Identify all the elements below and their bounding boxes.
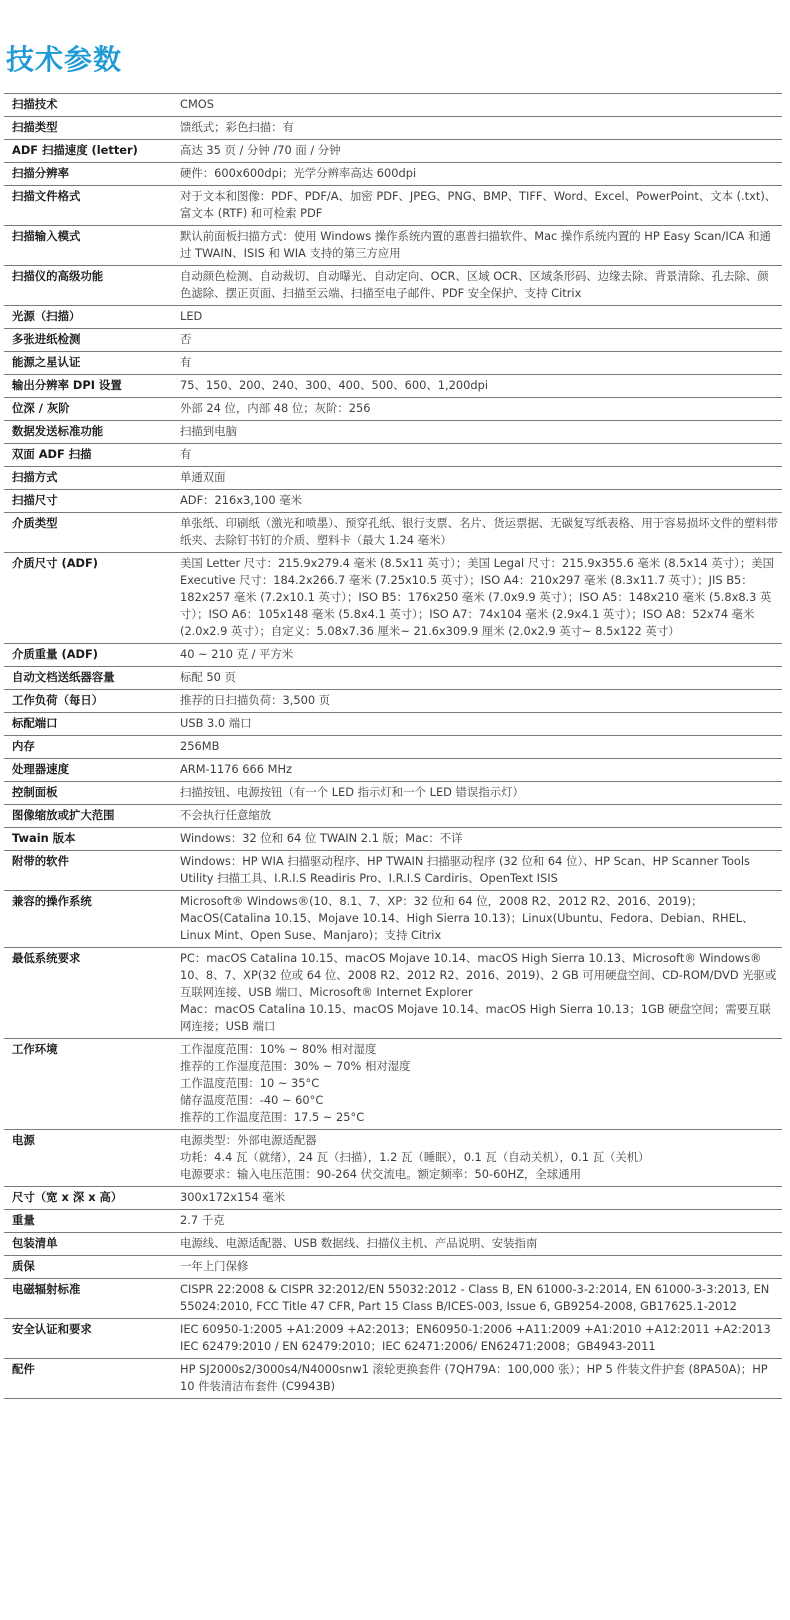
spec-value: 不会执行任意缩放 [172, 805, 782, 828]
spec-label: 扫描类型 [4, 117, 172, 140]
spec-row [4, 828, 782, 851]
spec-row [4, 375, 782, 398]
spec-table-body [4, 94, 782, 1399]
spec-label: 数据发送标准功能 [4, 421, 172, 444]
spec-value: 默认前面板扫描方式：使用 Windows 操作系统内置的惠普扫描软件、Mac 操作系统内置的 HP Easy Scan/ICA 和通过 TWAIN、ISIS 和 WIA 支持的第三方应用 [172, 226, 782, 266]
spec-row [4, 421, 782, 444]
spec-value: 电源类型：外部电源适配器 功耗：4.4 瓦（就绪），24 瓦（扫描），1.2 瓦（睡眠），0.1 瓦（自动关机），0.1 瓦（关机） 电源要求：输入电压范围：90-264 伏交流电。额定频率：50-60HZ，全球通用 [172, 1130, 782, 1187]
spec-value: USB 3.0 端口 [172, 713, 782, 736]
spec-value: Windows：32 位和 64 位 TWAIN 2.1 版；Mac：不详 [172, 828, 782, 851]
spec-row [4, 490, 782, 513]
spec-label: 最低系统要求 [4, 948, 172, 1039]
spec-row [4, 1187, 782, 1210]
spec-row [4, 690, 782, 713]
spec-value: 75、150、200、240、300、400、500、600、1,200dpi [172, 375, 782, 398]
spec-label: 控制面板 [4, 782, 172, 805]
spec-row [4, 140, 782, 163]
spec-value: 推荐的日扫描负荷：3,500 页 [172, 690, 782, 713]
spec-value: 美国 Letter 尺寸：215.9x279.4 毫米 (8.5x11 英寸）；美国 Legal 尺寸：215.9x355.6 毫米 (8.5x14 英寸）；美国 Executive 尺寸：184.2x266.7 毫米 (7.25x10.5 英寸）；ISO A4：210x297 毫米 (8.3x11.7 英寸）；JIS B5：182x257 毫米 (7.2x10.1 英寸）；ISO B5：176x250 毫米 (7.0x9.9 英寸）；ISO A5：148x210 毫米 (5.8x8.3 英寸）；ISO A6：105x148 毫米 (5.8x4.1 英寸）；ISO A7：74x104 毫米 (2.9x4.1 英寸）；ISO A8：52x74 毫米 (2.0x2.9 英寸）；自定义：5.08x7.36 厘米~ 21.6x309.9 厘米 (2.0x2.9 英寸~ 8.5x122 英寸） [172, 553, 782, 644]
spec-label: 质保 [4, 1256, 172, 1279]
spec-label: 介质类型 [4, 513, 172, 553]
spec-value: 2.7 千克 [172, 1210, 782, 1233]
spec-row [4, 1130, 782, 1187]
spec-row [4, 805, 782, 828]
spec-row [4, 186, 782, 226]
spec-label: 自动文档送纸器容量 [4, 667, 172, 690]
spec-label: 扫描文件格式 [4, 186, 172, 226]
spec-row [4, 1233, 782, 1256]
spec-row [4, 1319, 782, 1359]
spec-value: 扫描到电脑 [172, 421, 782, 444]
spec-value: 馈纸式；彩色扫描：有 [172, 117, 782, 140]
spec-label: 扫描技术 [4, 94, 172, 117]
spec-label: 包装清单 [4, 1233, 172, 1256]
spec-label: 扫描尺寸 [4, 490, 172, 513]
spec-row [4, 163, 782, 186]
spec-row [4, 94, 782, 117]
spec-row [4, 891, 782, 948]
spec-row [4, 553, 782, 644]
spec-value: 单张纸、印刷纸（激光和喷墨）、预穿孔纸、银行支票、名片、货运票据、无碳复写纸表格、用于容易损坏文件的塑料带纸夹、去除钉书钉的介质、塑料卡（最大 1.24 毫米） [172, 513, 782, 553]
spec-value: Microsoft® Windows®(10、8.1、7、XP：32 位和 64 位，2008 R2、2012 R2、2016、2019)；MacOS(Catalina 10.15、Mojave 10.14、High Sierra 10.13)；Linux(Ubuntu、Fedora、Debian、RHEL、Linux Mint、Open Suse、Manjaro)；支持 Citrix [172, 891, 782, 948]
spec-label: 配件 [4, 1359, 172, 1399]
spec-label: 能源之星认证 [4, 352, 172, 375]
spec-label: 位深 / 灰阶 [4, 398, 172, 421]
spec-label: 光源（扫描） [4, 306, 172, 329]
spec-label: 工作负荷（每日） [4, 690, 172, 713]
spec-label: 标配端口 [4, 713, 172, 736]
spec-value: PC：macOS Catalina 10.15、macOS Mojave 10.14、macOS High Sierra 10.13、Microsoft® Windows® 10、8、7、XP(32 位或 64 位、2008 R2、2012 R2、2016、2019)、2 GB 可用硬盘空间、CD-ROM/DVD 光驱或互联网连接、USB 端口、Microsoft® Internet Explorer Mac：macOS Catalina 10.15、macOS Mojave 10.14、macOS High Sierra 10.13；1GB 硬盘空间；需要互联网连接；USB 端口 [172, 948, 782, 1039]
spec-label: 双面 ADF 扫描 [4, 444, 172, 467]
spec-value: 扫描按钮、电源按钮（有一个 LED 指示灯和一个 LED 错误指示灯） [172, 782, 782, 805]
spec-row [4, 467, 782, 490]
spec-label: 多张进纸检测 [4, 329, 172, 352]
spec-label: 电磁辐射标准 [4, 1279, 172, 1319]
spec-value: LED [172, 306, 782, 329]
spec-row [4, 352, 782, 375]
spec-value: 自动颜色检测、自动裁切、自动曝光、自动定向、OCR、区域 OCR、区域条形码、边缘去除、背景清除、孔去除、颜色滤除、摆正页面、扫描至云端、扫描至电子邮件、PDF 安全保护、支持 Citrix [172, 266, 782, 306]
spec-table [4, 93, 782, 1399]
spec-label: 电源 [4, 1130, 172, 1187]
spec-value: 硬件：600x600dpi；光学分辨率高达 600dpi [172, 163, 782, 186]
spec-label: 工作环境 [4, 1039, 172, 1130]
spec-row [4, 736, 782, 759]
spec-value: IEC 60950-1:2005 +A1:2009 +A2:2013；EN60950-1:2006 +A11:2009 +A1:2010 +A12:2011 +A2:2013 IEC 62479:2010 / EN 62479:2010；IEC 62471:2006/ EN62471:2008；GB4943-2011 [172, 1319, 782, 1359]
spec-row [4, 1256, 782, 1279]
spec-value: 标配 50 页 [172, 667, 782, 690]
spec-label: 重量 [4, 1210, 172, 1233]
spec-value: Windows：HP WIA 扫描驱动程序、HP TWAIN 扫描驱动程序 (32 位和 64 位）、HP Scan、HP Scanner Tools Utility 扫描工具、I.R.I.S Readiris Pro、I.R.I.S Cardiris、OpenText ISIS [172, 851, 782, 891]
spec-value: 外部 24 位，内部 48 位；灰阶：256 [172, 398, 782, 421]
spec-row [4, 851, 782, 891]
spec-value: 256MB [172, 736, 782, 759]
spec-value: 单通双面 [172, 467, 782, 490]
spec-value: 40 ~ 210 克 / 平方米 [172, 644, 782, 667]
spec-value: 对于文本和图像：PDF、PDF/A、加密 PDF、JPEG、PNG、BMP、TIFF、Word、Excel、PowerPoint、文本 (.txt)、富文本 (RTF) 和可检索 PDF [172, 186, 782, 226]
spec-label: 图像缩放或扩大范围 [4, 805, 172, 828]
spec-row [4, 444, 782, 467]
spec-row [4, 759, 782, 782]
spec-label: 安全认证和要求 [4, 1319, 172, 1359]
spec-value: 高达 35 页 / 分钟 /70 面 / 分钟 [172, 140, 782, 163]
spec-row [4, 1210, 782, 1233]
spec-value: ARM-1176 666 MHz [172, 759, 782, 782]
spec-row [4, 713, 782, 736]
spec-value: 300x172x154 毫米 [172, 1187, 782, 1210]
spec-row [4, 1039, 782, 1130]
spec-label: 扫描分辨率 [4, 163, 172, 186]
spec-row [4, 782, 782, 805]
spec-row [4, 266, 782, 306]
spec-row [4, 329, 782, 352]
spec-value: 有 [172, 444, 782, 467]
spec-label: 介质尺寸 (ADF) [4, 553, 172, 644]
spec-label: ADF 扫描速度 (letter) [4, 140, 172, 163]
spec-label: 介质重量 (ADF) [4, 644, 172, 667]
spec-label: 扫描仪的高级功能 [4, 266, 172, 306]
spec-row [4, 226, 782, 266]
spec-value: 电源线、电源适配器、USB 数据线、扫描仪主机、产品说明、安装指南 [172, 1233, 782, 1256]
spec-row [4, 644, 782, 667]
spec-label: 兼容的操作系统 [4, 891, 172, 948]
spec-value: 一年上门保修 [172, 1256, 782, 1279]
spec-row [4, 1279, 782, 1319]
spec-row [4, 667, 782, 690]
spec-label: 尺寸（宽 x 深 x 高） [4, 1187, 172, 1210]
spec-row [4, 117, 782, 140]
spec-label: Twain 版本 [4, 828, 172, 851]
spec-label: 扫描输入模式 [4, 226, 172, 266]
spec-label: 内存 [4, 736, 172, 759]
spec-value: CMOS [172, 94, 782, 117]
spec-row [4, 306, 782, 329]
spec-label: 处理器速度 [4, 759, 172, 782]
page-title: 技术参数 [6, 43, 123, 76]
spec-value: 否 [172, 329, 782, 352]
spec-value: CISPR 22:2008 & CISPR 32:2012/EN 55032:2012 - Class B, EN 61000-3-2:2014, EN 61000-3-3:2013, EN 55024:2010, FCC Title 47 CFR, Part 15 Class B/ICES-003, Issue 6, GB9254-2008, GB17625.1-2012 [172, 1279, 782, 1319]
spec-row [4, 948, 782, 1039]
spec-row [4, 513, 782, 553]
spec-value: 工作湿度范围：10% ~ 80% 相对湿度 推荐的工作湿度范围：30% ~ 70% 相对湿度 工作温度范围：10 ~ 35°C 储存温度范围：-40 ~ 60°C 推荐的工作温度范围：17.5 ~ 25°C [172, 1039, 782, 1130]
spec-value: ADF：216x3,100 毫米 [172, 490, 782, 513]
spec-value: HP SJ2000s2/3000s4/N4000snw1 滚轮更换套件 (7QH79A：100,000 张）；HP 5 件装文件护套 (8PA50A)；HP 10 件装清洁布套件 (C9943B) [172, 1359, 782, 1399]
spec-label: 输出分辨率 DPI 设置 [4, 375, 172, 398]
spec-value: 有 [172, 352, 782, 375]
spec-row [4, 1359, 782, 1399]
spec-label: 扫描方式 [4, 467, 172, 490]
spec-label: 附带的软件 [4, 851, 172, 891]
spec-row [4, 398, 782, 421]
